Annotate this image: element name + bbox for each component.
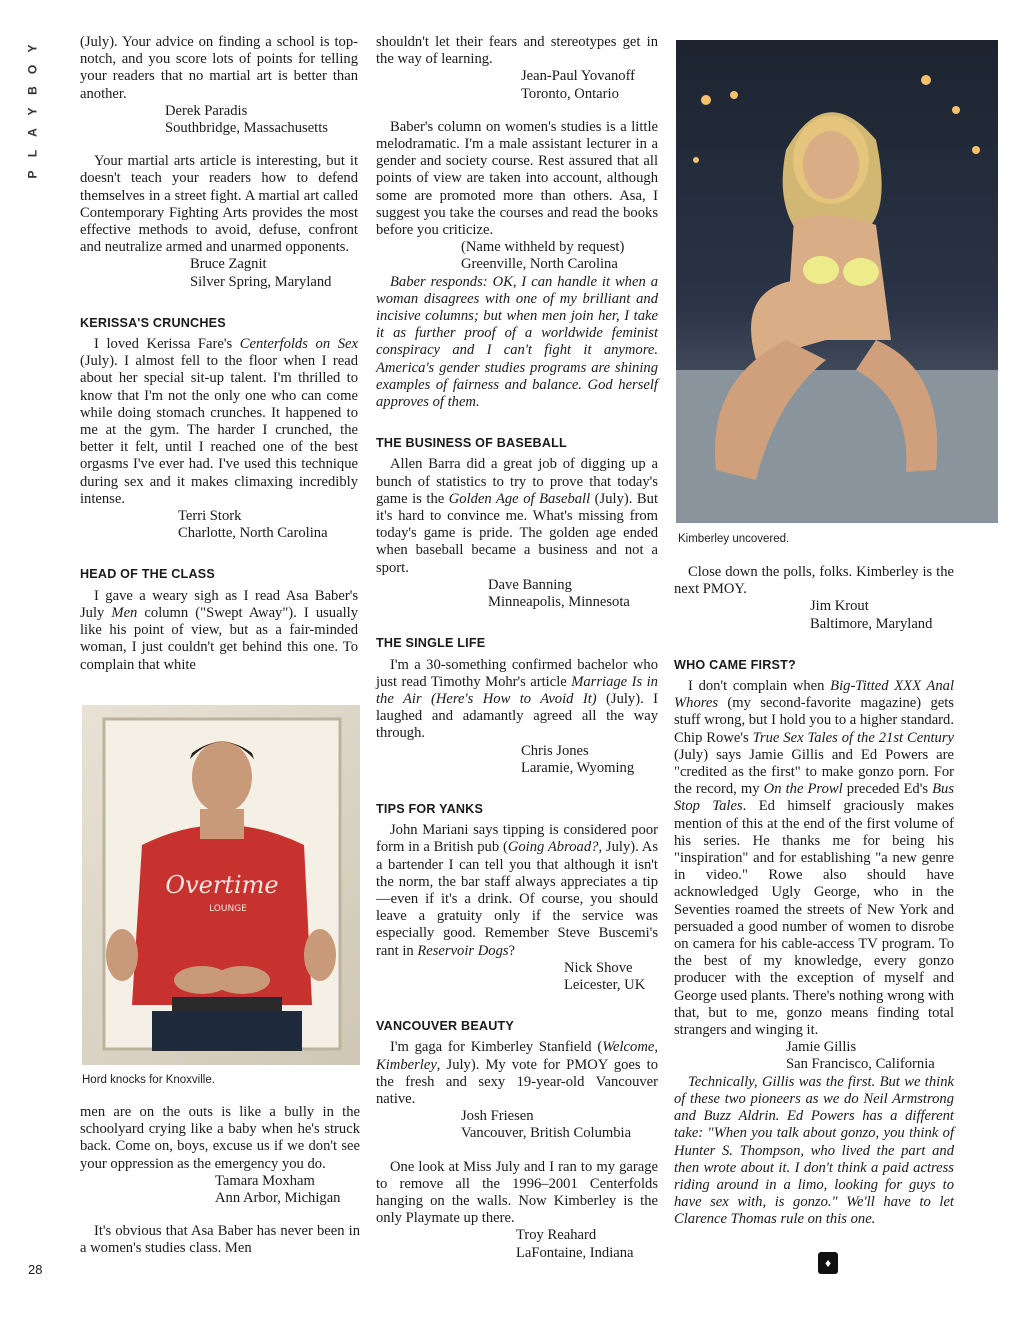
- signature: [376, 1108, 658, 1142]
- signature-name: Josh Friesen: [461, 1108, 534, 1125]
- letter-text: Close down the polls, folks. Kimberley is the next PMOY.: [674, 564, 954, 598]
- section-heading: THE BUSINESS OF BASEBALL: [376, 436, 567, 451]
- signature-name: Chris Jones: [521, 742, 589, 759]
- signature-name: Jean-Paul Yovanoff: [521, 68, 636, 85]
- masthead-letter: Y: [25, 107, 40, 116]
- masthead-letter: O: [25, 64, 40, 75]
- letter-text: John Mariani says tipping is considered poor form in a British pub (Going Abroad?, July). As a bartender I can tell you that although it isn't the norm, the bar staff always appreciates a tip—even if it's a drink. Of course, you should leave a gratuity only if the service was especially good. Remember Steve Buscemi's rant in Reservoir Dogs?: [376, 822, 658, 959]
- letter-text: Baber's column on women's studies is a little melodramatic. I'm a male assistant lecturer in a gender and society course. Rest assured that all points of view are taken into account, although some are promoted more than others. Asa, I suggest you take the courses and read the books before you criticize.: [376, 118, 658, 239]
- signature: [674, 598, 954, 632]
- signature-place: Vancouver, British Columbia: [461, 1125, 632, 1142]
- signature-place: Silver Spring, Maryland: [190, 273, 332, 290]
- masthead-letter: P: [25, 170, 40, 179]
- masthead-vertical: [22, 38, 44, 185]
- letter-text: shouldn't let their fears and stereotypes get in the way of learning.: [376, 34, 658, 68]
- signature-place: San Francisco, California: [786, 1056, 935, 1073]
- column-1-bottom: [80, 1104, 360, 1258]
- signature: [376, 68, 658, 102]
- photo-caption: Kimberley uncovered.: [678, 533, 790, 545]
- section-heading: TIPS FOR YANKS: [376, 801, 484, 816]
- svg-text:LOUNGE: LOUNGE: [209, 904, 247, 914]
- masthead-letters: [22, 38, 44, 185]
- signature-name: Jim Krout: [810, 598, 869, 615]
- letter-text: I'm gaga for Kimberley Stanfield (Welcome, Kimberley, July). My vote for PMOY goes to the fresh and sexy 19-year-old Vancouver native.: [376, 1039, 658, 1107]
- section-heading: KERISSA'S CRUNCHES: [80, 315, 226, 330]
- rabbit-head-icon: ♦: [818, 1252, 838, 1274]
- signature-name: Dave Banning: [488, 576, 572, 593]
- signature-name: Jamie Gillis: [786, 1039, 857, 1056]
- photo-kimberley: [676, 40, 998, 523]
- signature-place: Toronto, Ontario: [521, 85, 619, 102]
- signature: [376, 1227, 658, 1261]
- svg-text:Overtime: Overtime: [165, 871, 279, 899]
- signature-name: Tamara Moxham: [215, 1172, 315, 1189]
- signature-place: Ann Arbor, Michigan: [215, 1190, 341, 1207]
- signature-place: Laramie, Wyoming: [521, 759, 635, 776]
- masthead-letter: A: [25, 128, 40, 137]
- page-number: 28: [28, 1262, 43, 1277]
- signature-place: LaFontaine, Indiana: [516, 1244, 634, 1261]
- signature-place: Leicester, UK: [564, 976, 646, 993]
- section-heading: THE SINGLE LIFE: [376, 636, 486, 651]
- masthead-letter: B: [25, 86, 40, 95]
- letter-text: I'm a 30-something confirmed bachelor who just read Timothy Mohr's article Marriage Is in the Air (Here's How to Avoid It) (July). I laughed and adamantly agreed all the way through.: [376, 656, 658, 742]
- photo-caption: Hord knocks for Knoxville.: [82, 1074, 215, 1086]
- letter-text: It's obvious that Asa Baber has never been in a women's studies class. Men: [80, 1223, 360, 1257]
- signature: [80, 103, 358, 137]
- letter-text: One look at Miss July and I ran to my garage to remove all the 1996–2001 Centerfolds hanging on the walls. Now Kimberley is the only Playmate up there.: [376, 1158, 658, 1227]
- letter-text: (July). Your advice on finding a school is top-notch, and you score lots of points for telling your readers that no martial art is better than another.: [80, 34, 358, 102]
- masthead-letter: Y: [25, 44, 40, 53]
- signature-name: Derek Paradis: [165, 102, 248, 119]
- signature: [80, 256, 358, 290]
- letter-text: Allen Barra did a great job of digging up a bunch of statistics to try to prove that today's game is the Golden Age of Baseball (July). But it's hard to convince me. What's missing from today's game is pride. The golden age ended when baseball became a business and not a sport.: [376, 456, 658, 576]
- signature: [80, 508, 358, 542]
- section-heading: VANCOUVER BEAUTY: [376, 1019, 515, 1034]
- column-2: [376, 34, 658, 1262]
- signature: [376, 577, 658, 611]
- signature-place: Minneapolis, Minnesota: [488, 594, 630, 611]
- signature: [376, 743, 658, 777]
- signature-name: (Name withheld by request): [461, 239, 625, 256]
- photo-knoxville-illustration: [82, 705, 360, 1065]
- photo-kimberley-illustration: [676, 40, 998, 523]
- editor-response: Baber responds: OK, I can handle it when a woman disagrees with one of my brilliant and incisive columns; but when men join her, I take it as further proof of a worldwide feminist conspiracy and I can't fight it anymore. America's gender studies programs are shining examples of fairness and balance. God herself approves of them.: [376, 273, 658, 411]
- signature: [674, 1039, 954, 1073]
- signature-name: Bruce Zagnit: [190, 256, 267, 273]
- letter-text: men are on the outs is like a bully in the schoolyard crying like a baby when he's struck back. Come on, boys, excuse us if we don't see your oppression as the emergency you do.: [80, 1104, 360, 1172]
- signature-place: Charlotte, North Carolina: [178, 525, 328, 542]
- column-1: [80, 34, 358, 674]
- letter-text: I loved Kerissa Fare's Centerfolds on Sex (July). I almost fell to the floor when I read about her special sit-up talent. I'm thrilled to know that I'm not the only one who can come while doing stomach crunches. It happened to me at the gym. The harder I crunched, the better it felt, until I reached one of the best orgasms I've ever had. I've used this technique during sex and it makes climaxing incredibly intense.: [80, 336, 358, 507]
- signature: [80, 1173, 360, 1207]
- section-heading: HEAD OF THE CLASS: [80, 567, 215, 582]
- signature-place: Greenville, North Carolina: [461, 256, 618, 273]
- letter-text: Your martial arts article is interesting, but it doesn't teach your readers how to defend themselves in a street fight. A martial art called Contemporary Fighting Arts provides the most effective methods to avoid, defuse, confront and neutralize armed and unarmed opponents.: [80, 153, 358, 256]
- signature-name: Nick Shove: [564, 959, 633, 976]
- editor-response: Technically, Gillis was the first. But we think of these two pioneers as we do Neil Armstrong and Buzz Aldrin. Ed Powers has a different take: "When you talk about gonzo, you think of Hunter S. Thompson, who lived the part and then wrote about it. I don't think a paid actress riding around in a limo, looking for guys to have sex with, is gonzo." We'll have to let Clarence Thomas rule on this one.: [674, 1073, 954, 1228]
- signature-place: Southbridge, Massachusetts: [165, 120, 328, 137]
- photo-knoxville: [82, 705, 360, 1065]
- letter-text: I gave a weary sigh as I read Asa Baber's July Men column ("Swept Away"). I usually like his point of view, but as a fair-minded woman, I just couldn't get behind this one. To complain that white: [80, 587, 358, 673]
- letter-text: I don't complain when Big-Titted XXX Anal Whores (my second-favorite magazine) gets stuff wrong, but I hold you to a higher standard. Chip Rowe's True Sex Tales of the 21st Century (July) says Jamie Gillis and Ed Powers are "credited as the first" to make gonzo porn. For the record, my On the Prowl preceded Ed's Bus Stop Tales. Ed himself graciously makes mention of this at the end of the first volume of his series. He thanks me for being his "inspiration" and for establishing "a new genre in video." Rowe also should have acknowledged Ugly George, who in the Seventies roamed the streets of New York and persuaded a good number of women to disrobe on camera for his cable-access TV program. To the best of my knowledge, every gonzo producer with the exception of myself and George used plants. There's nothing wrong with that, but to me, gonzo means finding total strangers and winging it.: [674, 678, 955, 1039]
- signature-name: Troy Reahard: [516, 1227, 597, 1244]
- signature: [376, 239, 658, 273]
- section-heading: WHO CAME FIRST?: [674, 657, 796, 672]
- signature-place: Baltimore, Maryland: [810, 615, 933, 632]
- signature-name: Terri Stork: [178, 508, 242, 525]
- masthead-letter: L: [25, 149, 40, 158]
- signature: [376, 960, 658, 994]
- column-3: [674, 564, 954, 1229]
